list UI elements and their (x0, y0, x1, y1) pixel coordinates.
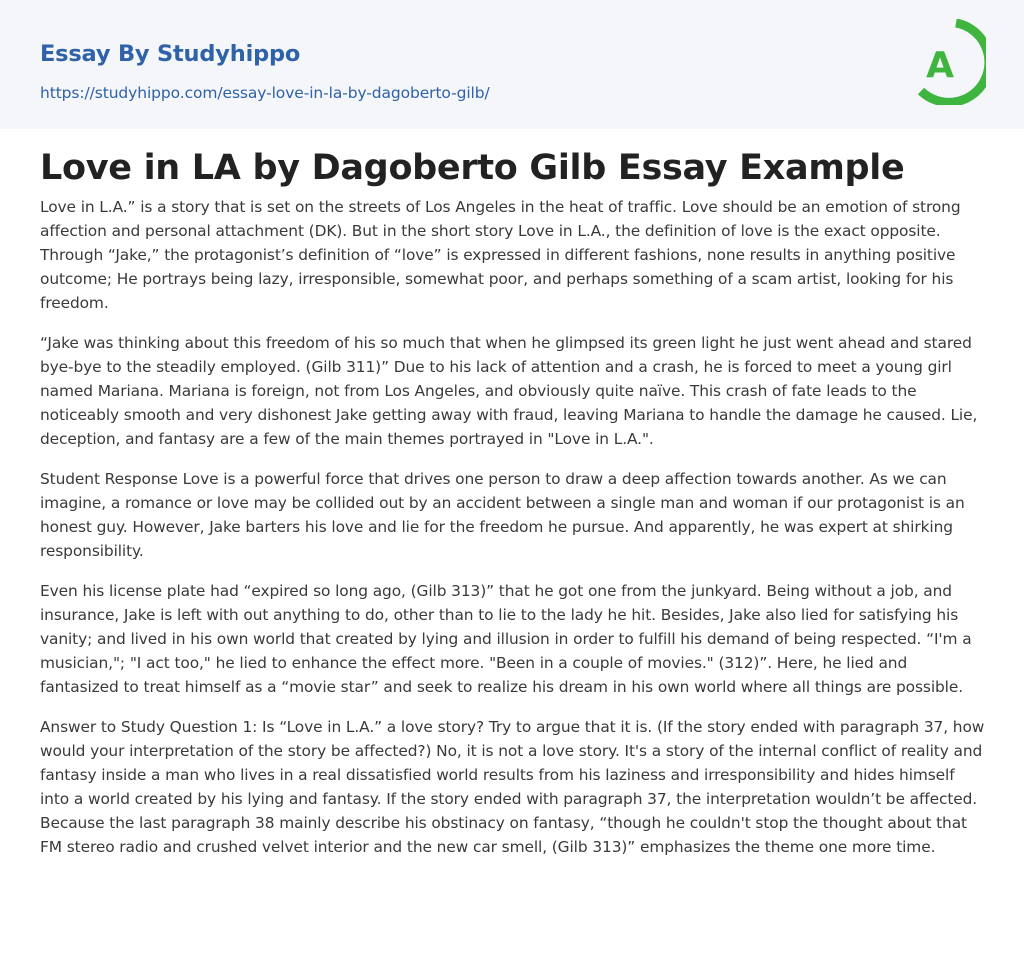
page-title: Love in LA by Dagoberto Gilb Essay Example (40, 148, 905, 188)
paragraph: Even his license plate had “expired so long ago, (Gilb 313)” that he got one from the junkyard. Being without a job, and insurance, Jake is left with out anything to do, other than to lie to the lady he hit. Besides, Jake also lied for satisfying his vanity; and lived in his own world that created by lying and illusion in order to fulfill his demand of being respected. “I'm a musician,"; "I act too," he lied to enhance the effect more. "Been in a couple of movies." (312)”. Here, he lied and fantasized to treat himself as a “movie star” and seek to realize his dream in his own world where all things are possible. (40, 582, 972, 696)
logo-letter: A (926, 45, 954, 86)
site-header (0, 0, 1024, 129)
studyhippo-logo-icon[interactable] (913, 19, 986, 105)
article-body (40, 129, 986, 875)
paragraph: “Jake was thinking about this freedom of his so much that when he glimpsed its green light he just went ahead and stared bye-bye to the steadily employed. (Gilb 311)” Due to his lack of attention and a crash, he is forced to meet a young girl named Mariana. Mariana is foreign, not from Los Angeles, and obviously quite naïve. This crash of fate leads to the noticeably smooth and very dishonest Jake getting away with fraud, leaving Mariana to handle the damage he caused. Lie, deception, and fantasy are a few of the main themes portrayed in "Love in L.A.". (40, 334, 978, 448)
paragraph: Student Response Love is a powerful force that drives one person to draw a deep affection towards another. As we can imagine, a romance or love may be collided out by an accident between a single man and woman if our protagonist is an honest guy. However, Jake barters his love and lie for the freedom he pursue. And apparently, he was expert at shirking responsibility. (40, 470, 965, 560)
paragraph: Love in L.A.” is a story that is set on the streets of Los Angeles in the heat of traffic. Love should be an emotion of strong affection and personal attachment (DK). But in the short story Love in L.A., the definition of love is the exact opposite. Through “Jake,” the protagonist’s definition of “love” is expressed in different fashions, none results in anything positive outcome; He portrays being lazy, irresponsible, somewhat poor, and perhaps something of a scam artist, looking for his freedom. (40, 198, 961, 312)
site-title[interactable]: Essay By Studyhippo (40, 41, 301, 67)
paragraph: Answer to Study Question 1: Is “Love in L.A.” a love story? Try to argue that it is. (If the story ended with paragraph 37, how would your interpretation of the story be affected?) No, it is not a love story. It's a story of the internal conflict of reality and fantasy inside a man who lives in a real dissatisfied world results from his laziness and irresponsibility and hides himself into a world created by his lying and fantasy. If the story ended with paragraph 37, the interpretation wouldn’t be affected. Because the last paragraph 38 mainly describe his obstinacy on fantasy, “though he couldn't stop the thought about that FM stereo radio and crushed velvet interior and the new car smell, (Gilb 313)” emphasizes the theme one more time. (40, 718, 985, 856)
source-url-link[interactable]: https://studyhippo.com/essay-love-in-la-by-dagoberto-gilb/ (40, 84, 490, 102)
